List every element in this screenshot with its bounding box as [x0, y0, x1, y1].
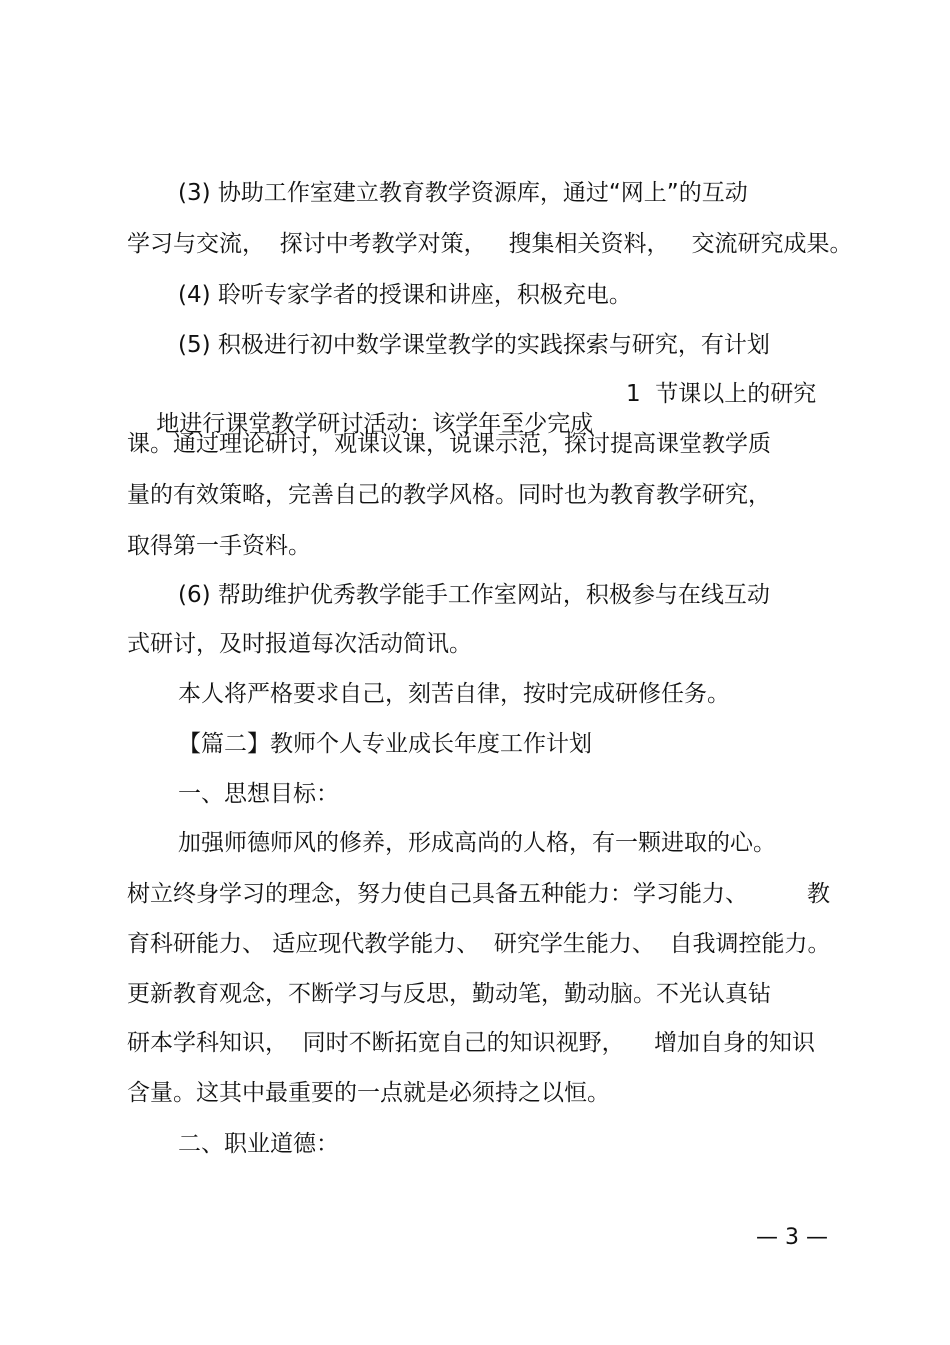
thought-paragraph-line-5-part-2: 增加自身的知识 [654, 1030, 815, 1056]
paragraph-5-line-5: 取得第一手资料。 [127, 533, 311, 559]
paragraph-5-line-1: (5) 积极进行初中数学课堂教学的实践探索与研究，有计划 [178, 332, 770, 358]
heading-professional-ethics: 二、职业道德： [178, 1131, 339, 1157]
thought-paragraph-line-2-part-1: 树立终身学习的理念，努力使自己具备五种能力：学习能力、 [127, 881, 748, 907]
thought-paragraph-line-2-part-2: 教 [807, 881, 830, 907]
thought-paragraph-line-4: 更新教育观念，不断学习与反思，勤动笔，勤动脑。不光认真钻 [127, 981, 771, 1007]
thought-paragraph-line-1: 加强师德师风的修养，形成高尚的人格，有一颗进取的心。 [178, 830, 776, 856]
heading-thought-goals: 一、思想目标： [178, 781, 339, 807]
thought-paragraph-line-5-part-1: 研本学科知识， 同时不断拓宽自己的知识视野， [127, 1030, 625, 1056]
paragraph-4-line-1: (4) 聆听专家学者的授课和讲座，积极充电。 [178, 282, 632, 308]
closing-paragraph: 本人将严格要求自己，刻苦自律，按时完成研修任务。 [178, 681, 730, 707]
paragraph-6-line-1: (6) 帮助维护优秀教学能手工作室网站，积极参与在线互动 [178, 582, 770, 608]
paragraph-5-line-2-part-1: 地进行课堂教学研讨活动：该学年至少完成 [156, 411, 594, 437]
thought-paragraph-line-3: 育科研能力、 适应现代教学能力、 研究学生能力、 自我调控能力。 [127, 931, 831, 957]
paragraph-6-line-2: 式研讨，及时报道每次活动简讯。 [127, 631, 472, 657]
paragraph-5-line-3: 课。通过理论研讨，观课议课，说课示范，探讨提高课堂教学质 [127, 431, 771, 457]
paragraph-3-line-1: (3) 协助工作室建立教育教学资源库，通过“网上”的互动 [178, 180, 748, 206]
paragraph-5-line-4: 量的有效策略，完善自己的教学风格。同时也为教育教学研究， [127, 482, 771, 508]
paragraph-5-line-2-part-2: 1 节课以上的研究 [626, 381, 817, 407]
paragraph-3-line-2: 学习与交流， 探讨中考教学对策， 搜集相关资料， 交流研究成果。 [127, 231, 853, 257]
page-number: — 3 — [756, 1225, 828, 1250]
thought-paragraph-line-6: 含量。这其中最重要的一点就是必须持之以恒。 [127, 1080, 610, 1106]
section-title: 【篇二】教师个人专业成长年度工作计划 [178, 731, 592, 757]
